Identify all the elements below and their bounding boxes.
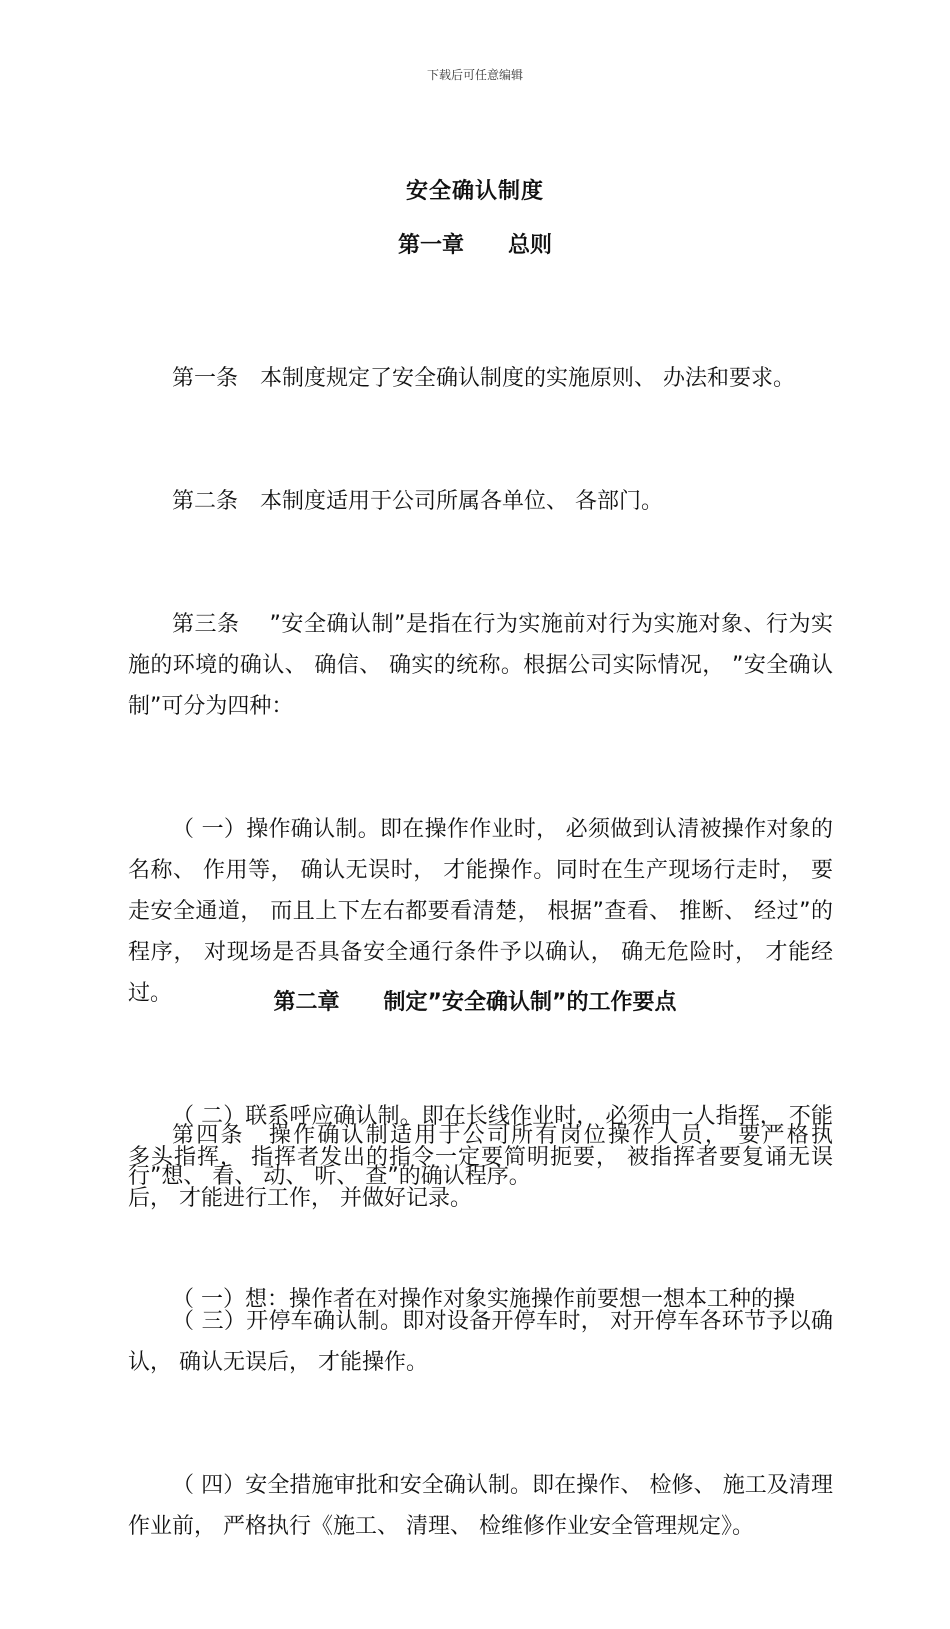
item-3-start-stop-confirmation: （ 三）开停车确认制。即对设备开停车时， 对开停车各环节予以确认， 确认无误后， 才能操作。 [128,1309,833,1375]
article-3: 第三条 ”安全确认制”是指在行为实施前对行为实施对象、行为实施的环境的确认、 确信、 确实的统称。根据公司实际情况， ”安全确认制”可分为四种： [128,612,833,719]
article-4: 第四条 操作确认制适用于公司所有岗位操作人员， 要严格执行”想、 看、 动、 听、 查”的确认程序。 [128,1123,833,1189]
chapter-1-heading: 第一章 总则 [397,233,552,258]
chapter-1-body [128,276,833,1629]
item-4-safety-measures-confirmation: （ 四）安全措施审批和安全确认制。即在操作、 检修、 施工及清理作业前， 严格执行《施工、 清理、 检维修作业安全管理规定》。 [128,1473,833,1539]
chapter-2-heading: 第二章 制定”安全确认制”的工作要点 [273,990,677,1015]
item-1-operation-confirmation: （ 一）操作确认制。即在操作作业时， 必须做到认清被操作对象的名称、 作用等， 确认无误时， 才能操作。同时在生产现场行走时， 要走安全通道， 而且上下左右都要看清楚， 根据”查看、 推断、 经过”的程序， 对现场是否具备安全通行条件予以确认， 确无危险时， 才能经过。 [128,817,833,1006]
header-note: 下载后可任意编辑 [426,68,523,82]
item-2-liaison-confirmation: （ 二）联系呼应确认制。即在长线作业时， 必须由一人指挥， 不能多头指挥， 指挥者发出的指令一定要简明扼要， 被指挥者要复诵无误后， 才能进行工作， 并做好记录。 [128,1104,833,1211]
item-1-think: （ 一）想：操作者在对操作对象实施操作前要想一想本工种的操 [172,1287,795,1312]
chapter-2-body [128,1033,833,1402]
document-title: 安全确认制度 [405,179,544,204]
article-1: 第一条 本制度规定了安全确认制度的实施原则、 办法和要求。 [172,366,795,391]
article-2: 第二条 本制度适用于公司所属各单位、 各部门。 [172,489,663,514]
